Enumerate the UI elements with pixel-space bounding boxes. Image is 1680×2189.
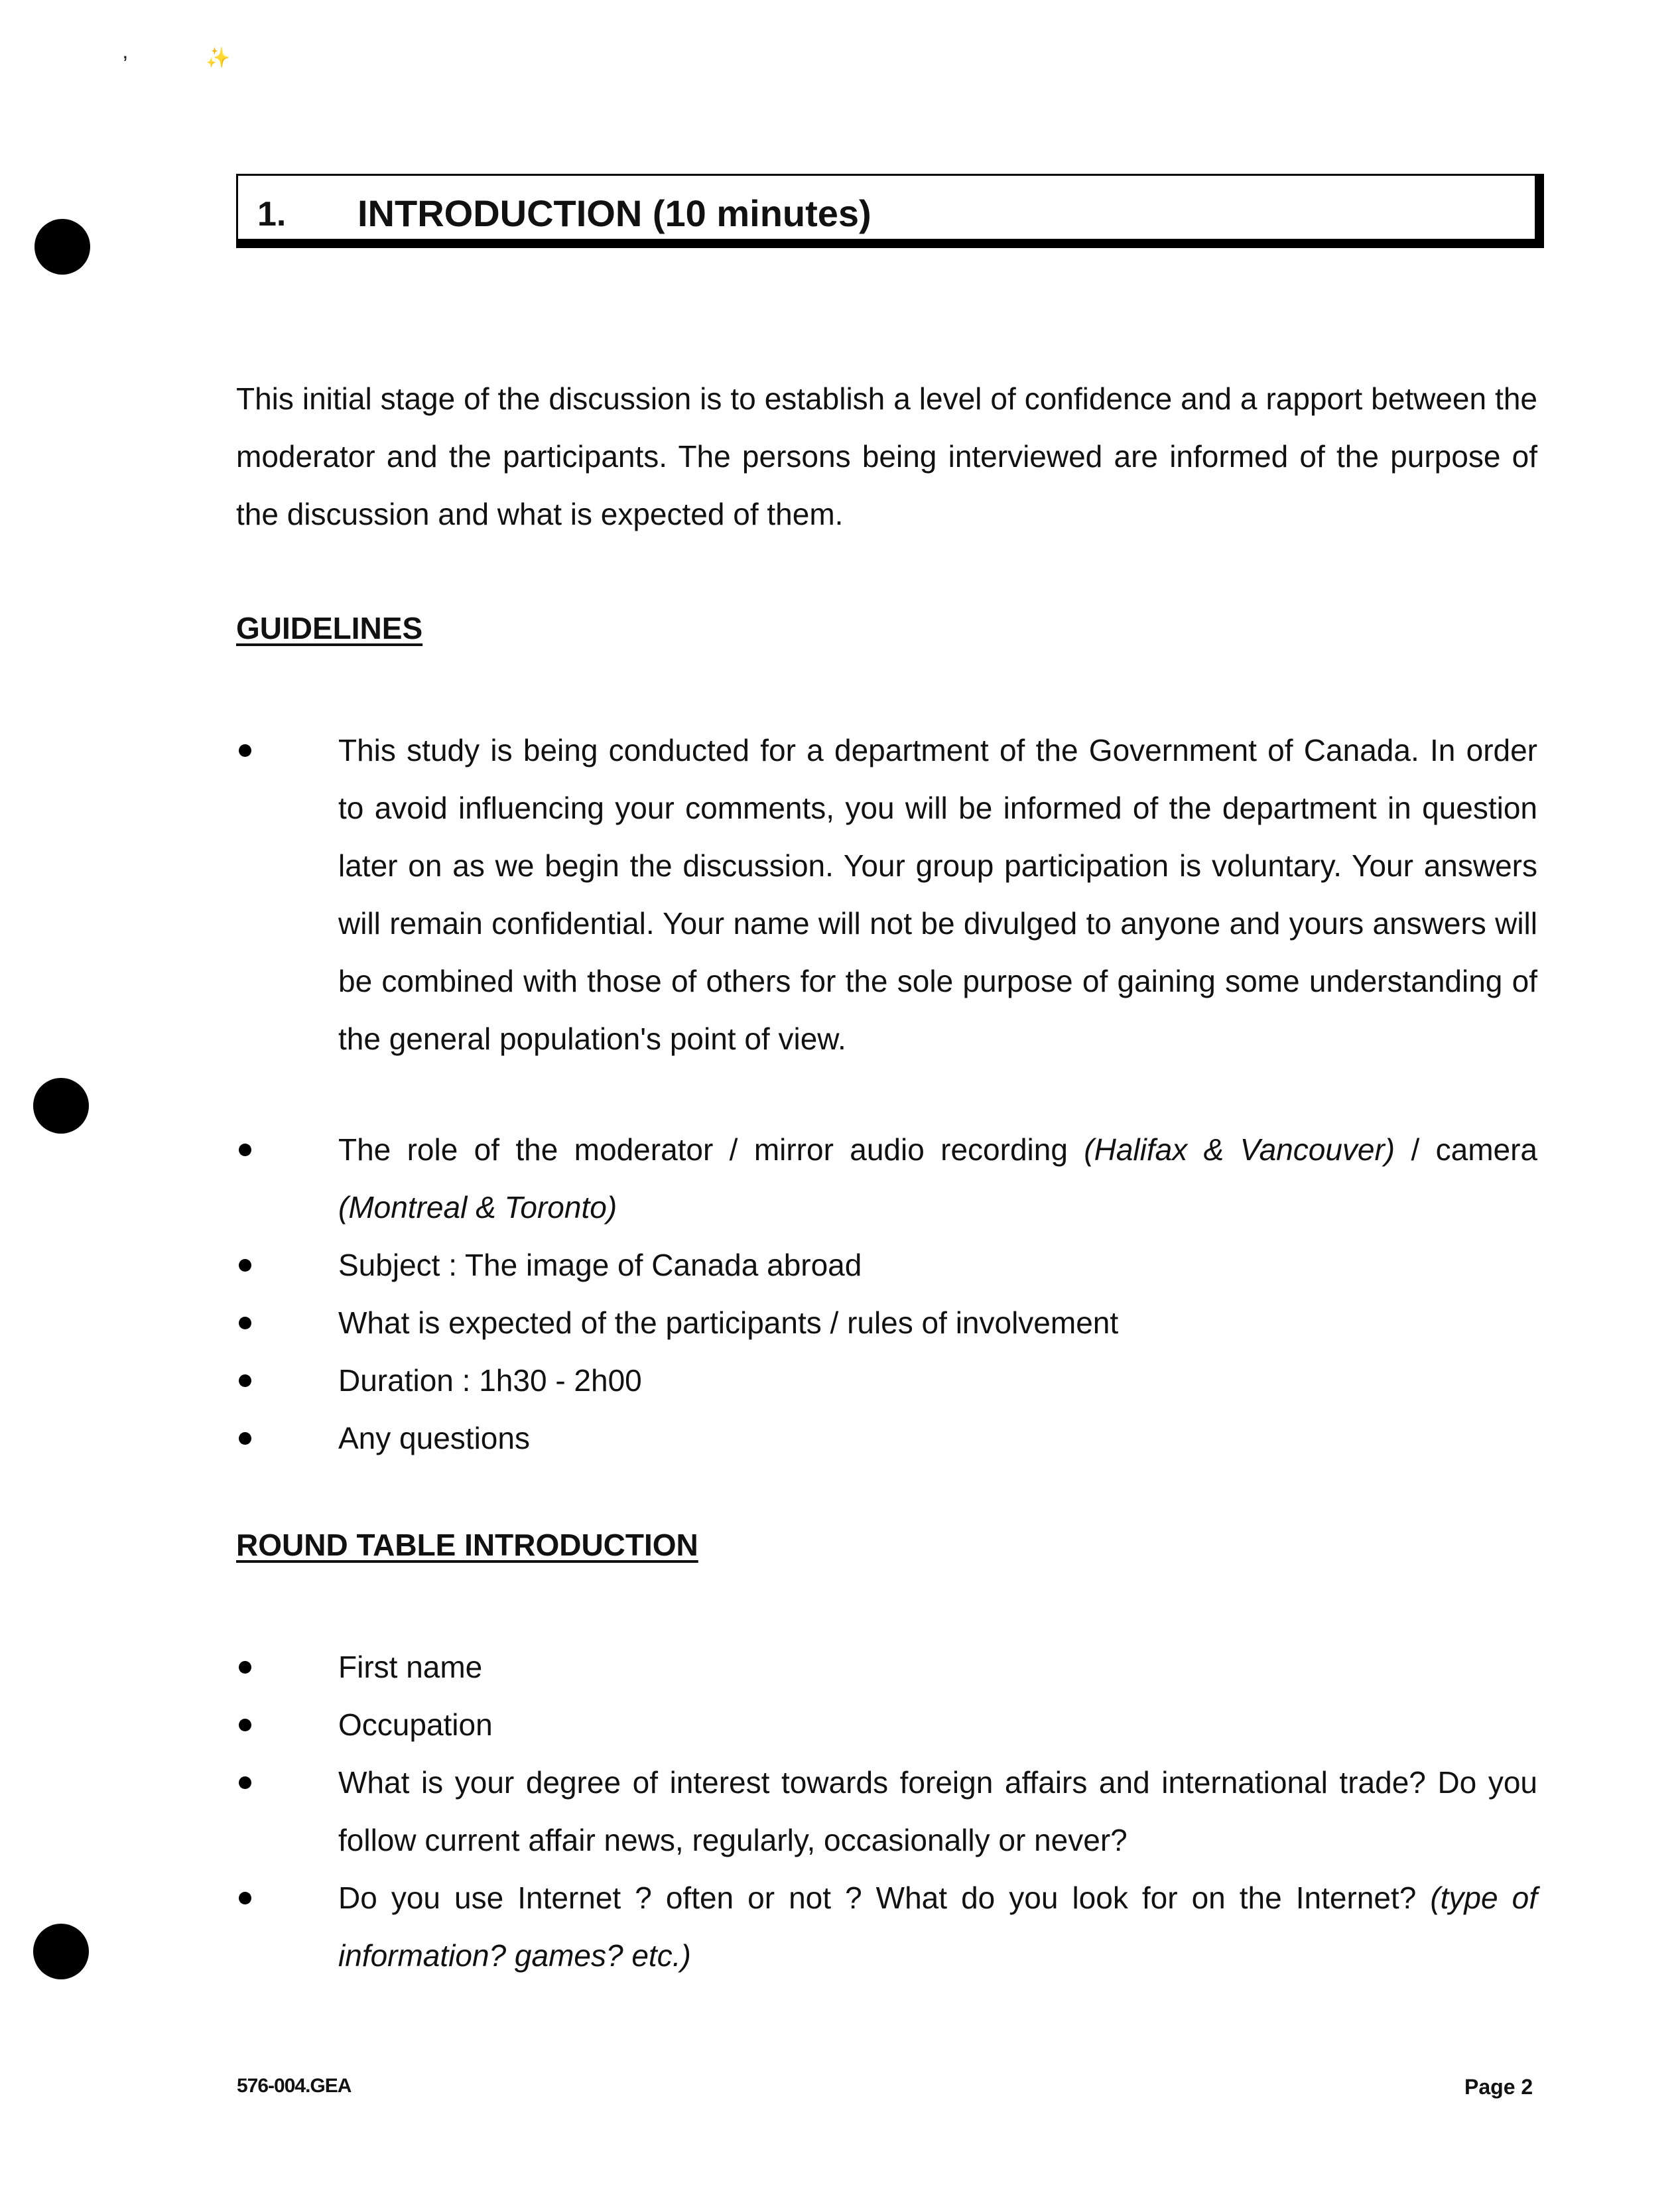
bullet-icon [239,744,251,757]
document-code: 576-004.GEA [237,2075,352,2097]
list-item-text: What is expected of the participants / rules of involvement [338,1305,1119,1340]
roundtable-heading: ROUND TABLE INTRODUCTION [236,1528,698,1562]
binder-hole [33,1924,89,1979]
list-item-text: The role of the moderator / mirror audio recording [338,1132,1084,1167]
list-item-text: First name [338,1650,483,1684]
list-item-text: Do you use Internet ? often or not ? What do you look for on the Internet? [338,1881,1431,1915]
list-item-italic: (type of information? games? etc.) [338,1881,1537,1973]
list-item [236,1294,1537,1352]
roundtable-list [236,1638,1537,1985]
bullet-icon [239,1892,251,1904]
list-item [236,1754,1537,1869]
bullet-icon [239,1661,251,1674]
list-item [236,1121,1537,1236]
section-number: 1. [257,195,287,233]
section-title: INTRODUCTION (10 minutes) [357,192,872,234]
list-item [236,1696,1537,1754]
bullet-icon [239,1432,251,1445]
list-item [236,1236,1537,1294]
list-item [236,1869,1537,1985]
list-item-italic: (Montreal & Toronto) [338,1190,617,1225]
list-item-text: Subject : The image of Canada abroad [338,1248,862,1282]
list-item-text: / camera [1395,1132,1537,1167]
guidelines-heading: GUIDELINES [236,611,423,645]
list-item-text: What is your degree of interest towards foreign affairs and international trade? Do you follow current affair news, regularly, occasionally or never? [338,1765,1537,1857]
binder-hole [33,1078,89,1134]
list-item-text: Any questions [338,1421,530,1455]
bullet-icon [239,1374,251,1387]
list-item [236,1352,1537,1410]
scan-mark: ’ [123,52,128,77]
binder-hole [34,219,90,275]
list-item-text: This study is being conducted for a department of the Government of Canada. In order to avoid influencing your comments, you will be informed of the department in question later on as we begin the discussion. Your group participation is voluntary. Your answers will remain confidential. Your name will not be divulged to anyone and yours answers will be combined with those of others for the sole purpose of gaining some understanding of the general population's point of view. [338,733,1537,1056]
guidelines-list [236,722,1537,1467]
bullet-icon [239,1317,251,1329]
bullet-icon [239,1144,251,1156]
list-item [236,1410,1537,1467]
bullet-icon [239,1259,251,1272]
bullet-icon [239,1719,251,1731]
scan-mark: ✨ [206,47,231,69]
list-item-text: Duration : 1h30 - 2h00 [338,1363,642,1398]
list-item [236,722,1537,1068]
section-header-box [236,174,1544,248]
intro-paragraph: This initial stage of the discussion is to establish a level of confidence and a rapport between the moderator and the participants. The persons being interviewed are informed of the purpose of the discussion and what is expected of them. [236,381,1537,531]
list-item [236,1638,1537,1696]
list-item-text: Occupation [338,1707,493,1742]
page-number: Page 2 [1464,2075,1533,2099]
list-item-italic: (Halifax & Vancouver) [1084,1132,1395,1167]
bullet-icon [239,1776,251,1789]
